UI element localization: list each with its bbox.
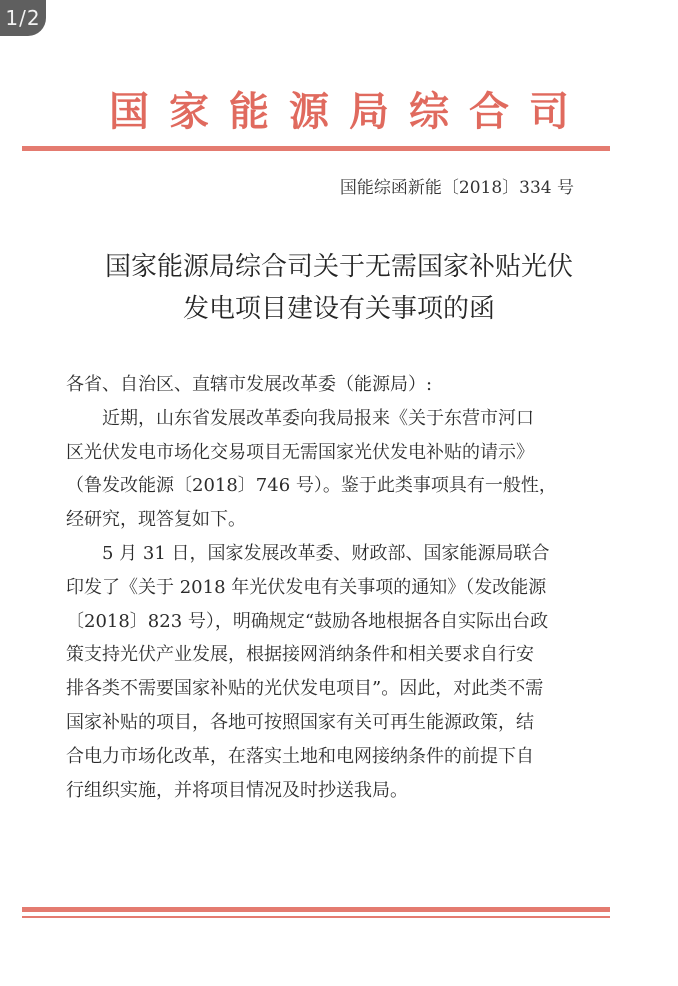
body-line: （鲁发改能源〔2018〕746 号）。鉴于此类事项具有一般性， [66,475,557,497]
salutation: 各省、自治区、直辖市发展改革委（能源局）: [66,374,433,395]
body-line: 区光伏发电市场化交易项目无需国家光伏发电补贴的请示》 [66,441,534,463]
document-title-line: 国家能源局综合司关于无需国家补贴光伏 [104,252,573,282]
document-number: 国能综函新能〔2018〕334 号 [339,178,574,198]
footer-divider [22,907,610,912]
document-body [66,368,586,807]
page-counter: 1/2 [0,0,46,36]
letterhead-title: 国家能源局综合司 [109,88,589,135]
letterhead-divider [22,146,610,151]
body-line: 合电力市场化改革，在落实土地和电网接纳条件的前提下自 [66,745,534,767]
body-line: 经研究，现答复如下。 [66,509,246,531]
body-line: 印发了《关于 2018 年光伏发电有关事项的通知》（发改能源 [66,576,547,598]
body-line: 行组织实施，并将项目情况及时抄送我局。 [66,779,408,801]
body-line: 排各类不需要国家补贴的光伏发电项目”。因此，对此类不需 [66,678,544,700]
body-line: 〔2018〕823 号），明确规定“鼓励各地根据各自实际出台政 [66,610,549,632]
body-line: 国家补贴的项目，各地可按照国家有关可再生能源政策，结 [66,711,534,733]
body-line: 策支持光伏产业发展，根据接网消纳条件和相关要求自行安 [66,644,534,666]
document-title [0,246,678,330]
document-title-line: 发电项目建设有关事项的函 [182,294,495,324]
body-line: 近期，山东省发展改革委向我局报来《关于东营市河口 [66,407,534,429]
footer-divider-thin [22,916,610,918]
body-line: 5 月 31 日，国家发展改革委、财政部、国家能源局联合 [66,542,550,564]
